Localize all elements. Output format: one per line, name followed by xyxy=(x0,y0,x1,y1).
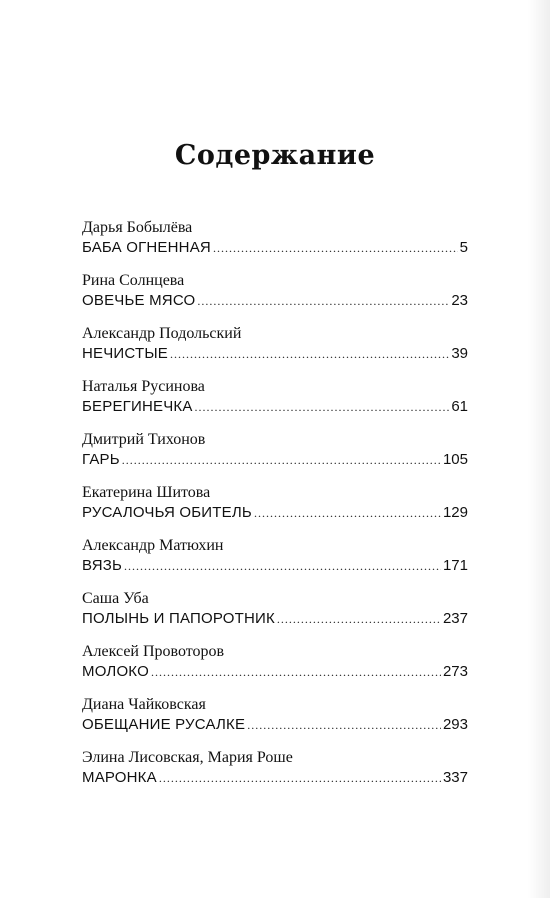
toc-work-title[interactable]: ГАРЬ xyxy=(82,451,120,468)
toc-line[interactable] xyxy=(82,449,468,471)
toc-page-number: 293 xyxy=(442,716,468,733)
toc-line[interactable] xyxy=(82,555,468,577)
toc-author: Александр Подольский xyxy=(82,325,242,342)
toc-line[interactable] xyxy=(82,714,468,736)
toc-page-number: 105 xyxy=(442,451,468,468)
toc-entry xyxy=(82,271,468,324)
toc-page-number: 273 xyxy=(442,663,468,680)
toc-author: Наталья Русинова xyxy=(82,378,205,395)
toc-entry xyxy=(82,589,468,642)
toc-entry xyxy=(82,377,468,430)
toc-work-title[interactable]: МОЛОКО xyxy=(82,663,149,680)
dot-leader xyxy=(170,343,449,365)
dot-leader xyxy=(195,396,450,418)
dot-leader xyxy=(122,449,441,471)
toc-page-number: 171 xyxy=(442,557,468,574)
toc-entry xyxy=(82,483,468,536)
toc-work-title[interactable]: МАРОНКА xyxy=(82,769,157,786)
toc-entry xyxy=(82,695,468,748)
toc-author: Саша Уба xyxy=(82,590,149,607)
toc-entry xyxy=(82,748,468,801)
toc-line[interactable] xyxy=(82,290,468,312)
dot-leader xyxy=(247,714,441,736)
dot-leader xyxy=(254,502,441,524)
dot-leader xyxy=(151,661,441,683)
toc-author: Дарья Бобылёва xyxy=(82,219,193,236)
toc-author: Диана Чайковская xyxy=(82,696,206,713)
dot-leader xyxy=(197,290,449,312)
toc-page-number: 5 xyxy=(459,239,468,256)
toc-entry xyxy=(82,536,468,589)
toc-page-number: 337 xyxy=(442,769,468,786)
toc-page-number: 23 xyxy=(451,292,468,309)
toc-entry xyxy=(82,430,468,483)
toc-page-number: 61 xyxy=(451,398,468,415)
toc-page-number: 237 xyxy=(442,610,468,627)
toc-entry xyxy=(82,642,468,695)
toc-entry xyxy=(82,324,468,377)
toc-work-title[interactable]: НЕЧИСТЫЕ xyxy=(82,345,168,362)
toc-entry xyxy=(82,218,468,271)
toc-author: Екатерина Шитова xyxy=(82,484,211,501)
toc-line[interactable] xyxy=(82,396,468,418)
toc-line[interactable] xyxy=(82,502,468,524)
toc-page-number: 39 xyxy=(451,345,468,362)
dot-leader xyxy=(277,608,441,630)
toc-author: Элина Лисовская, Мария Роше xyxy=(82,749,293,766)
dot-leader xyxy=(124,555,441,577)
table-of-contents xyxy=(82,218,468,801)
toc-author: Рина Солнцева xyxy=(82,272,185,289)
toc-page-number: 129 xyxy=(442,504,468,521)
dot-leader xyxy=(213,237,458,259)
toc-work-title[interactable]: БЕРЕГИНЕЧКА xyxy=(82,398,193,415)
toc-line[interactable] xyxy=(82,608,468,630)
toc-line[interactable] xyxy=(82,661,468,683)
toc-work-title[interactable]: БАБА ОГНЕННАЯ xyxy=(82,239,211,256)
page-edge-shadow xyxy=(528,0,550,898)
toc-line[interactable] xyxy=(82,343,468,365)
toc-work-title[interactable]: РУСАЛОЧЬЯ ОБИТЕЛЬ xyxy=(82,504,252,521)
toc-line[interactable] xyxy=(82,237,468,259)
toc-author: Александр Матюхин xyxy=(82,537,224,554)
toc-line[interactable] xyxy=(82,767,468,789)
dot-leader xyxy=(159,767,441,789)
toc-work-title[interactable]: ОВЕЧЬЕ МЯСО xyxy=(82,292,196,309)
toc-work-title[interactable]: ОБЕЩАНИЕ РУСАЛКЕ xyxy=(82,716,246,733)
toc-author: Алексей Провоторов xyxy=(82,643,225,660)
page-title: Содержание xyxy=(174,140,376,171)
toc-work-title[interactable]: ПОЛЫНЬ И ПАПОРОТНИК xyxy=(82,610,275,627)
toc-author: Дмитрий Тихонов xyxy=(82,431,206,448)
toc-work-title[interactable]: ВЯЗЬ xyxy=(82,557,123,574)
